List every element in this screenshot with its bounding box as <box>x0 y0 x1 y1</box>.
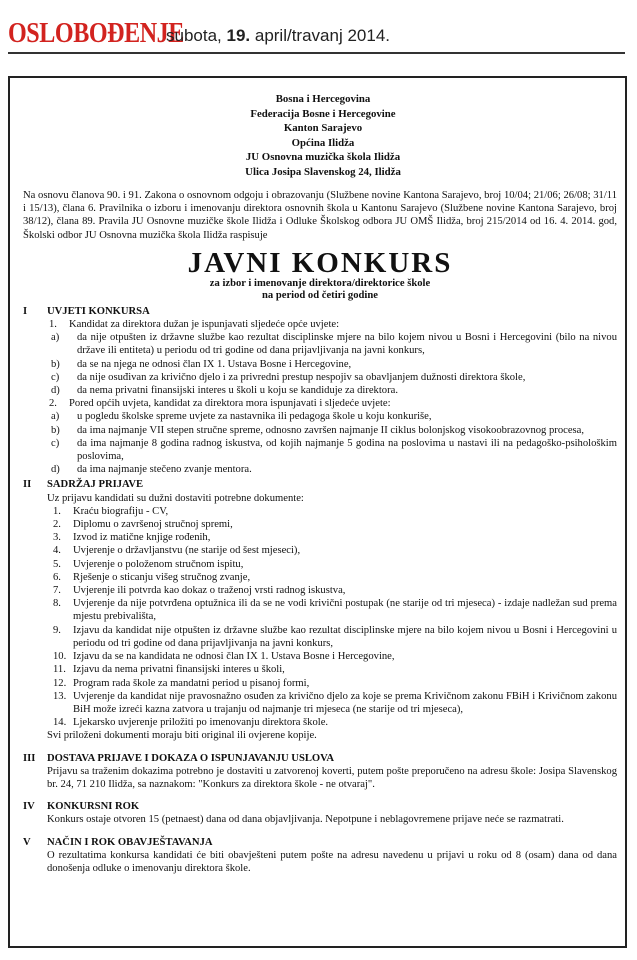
section-number: III <box>23 752 36 764</box>
section-text: Konkurs ostaje otvoren 15 (petnaest) dana od dana objavljivanja. Nepotpune i neblagovremene prijave neće se razmatrati. <box>47 814 564 826</box>
list-item: 3. Izvod iz matične knjige rođenih, <box>53 532 211 544</box>
masthead-rule <box>8 52 625 54</box>
section-title: UVJETI KONKURSA <box>47 305 150 317</box>
issuer-block <box>29 92 617 179</box>
newspaper-masthead <box>8 18 629 50</box>
list-item: 9. Izjavu da kandidat nije otpušten iz državne službe kao rezultat disciplinske mjere na bilo kojem nivou u Bosni i Hercegovini u periodu od tri godine od dana prijavljivanja na javni konkurs, <box>53 624 617 649</box>
newspaper-logo: OSLOBOĐENJE <box>8 18 184 49</box>
list-item: 1. Kraću biografiju - CV, <box>53 505 169 517</box>
list-item: 13. Uvjerenje da kandidat nije pravosnažno osuđen za krivično djelo za koje se prema Krivičnom zakonu FBiH i Krivičnom zakonu BiH može izreći kazna zatvora u trajanju od najmanje tri mjeseca (ne starije od tri mjeseca), <box>53 690 617 715</box>
section-title: SADRŽAJ PRIJAVE <box>47 479 144 491</box>
list-item: 4. Uvjerenje o državljanstvu (ne starije od šest mjeseci), <box>53 545 301 557</box>
issuer-line: Federacija Bosne i Hercegovine <box>250 107 396 120</box>
issuer-line: Ulica Josipa Slavenskog 24, Ilidža <box>245 165 401 178</box>
section-heading <box>23 836 617 849</box>
section-heading <box>23 752 617 765</box>
list-item: 14. Ljekarsko uvjerenje priložiti po imenovanju direktora škole. <box>53 717 329 729</box>
section-text: O rezultatima konkursa kandidati će biti obavješteni putem pošte na adresu navedenu u prijavi u roku od 8 (osam) dana od dana donošenja odluke o imenovanju direktora škole. <box>47 849 617 874</box>
section-title: NAČIN I ROK OBAVJEŠTAVANJA <box>47 836 213 848</box>
list-item: b) da se na njega ne odnosi član IX 1. Ustava Bosne i Hercegovine, <box>51 358 352 370</box>
notice-title: JAVNI KONKURS <box>187 246 453 279</box>
list-item: 1. Kandidat za direktora dužan je ispunjavati sljedeće opće uvjete: <box>49 319 340 331</box>
issuer-line: Kanton Sarajevo <box>283 122 363 134</box>
section-heading <box>23 478 617 491</box>
list-item: 10. Izjavu da se na kandidata ne odnosi član IX 1. Ustava Bosne i Hercegovine, <box>53 651 395 663</box>
list-item: a) u pogledu školske spreme uvjete za nastavnika ili pedagoga škole u koju konkuriše, <box>51 411 432 423</box>
list-item: a) da nije otpušten iz državne službe kao rezultat disciplinske mjere na bilo kojem nivou u Bosni i Hercegovini (bilo na nivou države ili entiteta) u periodu od tri godine od dana prijavljivanja na javni konkurs, <box>51 332 617 357</box>
legal-basis-paragraph: Na osnovu članova 90. i 91. Zakona o osnovnom odgoju i obrazovanju (Službene novine Kantona Sarajevo, broj 10/04; 21/06; 26/08; 31/11 i 15/13), člana 6. Pravilnika o izboru i imenovanju direktora osnovnih škola u Kantonu Sarajevo (Službene novine Kantona Sarajevo, broj 38/12), člana 89. Pravila JU Osnovne muzičke škole Ilidža i Odluke Školskog odbora JU OMŠ Ilidža, broj 215/2014 od 16. 4. 2014. god, Školski odbor JU Osnovna muzička škola Ilidža raspisuje <box>23 190 617 241</box>
list-item: 2. Pored općih uvjeta, kandidat za direktora mora ispunjavati i sljedeće uvjete: <box>49 398 391 410</box>
section-lead: Uz prijavu kandidati su dužni dostaviti potrebne dokumente: <box>47 492 304 504</box>
list-item: 12. Program rada škole za mandatni period u pisanoj formi, <box>53 677 310 689</box>
list-item: 2. Diplomu o završenoj stručnoj spremi, <box>53 519 233 531</box>
section-note: Svi priloženi dokumenti moraju biti original ili ovjerene kopije. <box>47 730 317 742</box>
section-number: II <box>23 479 32 491</box>
section-number: IV <box>23 801 35 813</box>
section-number: I <box>23 305 28 317</box>
section-heading <box>23 305 617 318</box>
issuer-line: Bosna i Hercegovina <box>275 93 371 105</box>
list-item: c) da ima najmanje 8 godina radnog iskustva, od kojih najmanje 5 godina na poslovima u nastavi ili na pedagoško-psihološkim poslovima, <box>51 437 617 463</box>
public-notice-box <box>8 76 627 948</box>
list-item: d) da nema privatni finansijski interes u školi u koju se kandiduje za direktora. <box>51 385 398 397</box>
list-item: b) da ima najmanje VII stepen stručne spreme, odnosno završen najmanje II ciklus bolonjskog visokoobrazovnog procesa, <box>51 424 584 436</box>
notice-subtitle: za izbor i imenovanje direktora/direktorice škole na period od četiri godine <box>209 277 431 302</box>
issuer-line: Općina Ilidža <box>291 136 355 149</box>
section-title: DOSTAVA PRIJAVE I DOKAZA O ISPUNJAVANJU USLOVA <box>47 752 335 764</box>
list-item: c) da nije osuđivan za krivično djelo i za privredni prestup nespojiv sa obavljanjem dužnosti direktora škole, <box>51 371 526 383</box>
section-heading <box>23 800 617 813</box>
section-title: KONKURSNI ROK <box>47 801 140 813</box>
issue-date: subota, 19. april/travanj 2014. <box>166 26 391 45</box>
list-item: 7. Uvjerenje ili potvrda kao dokaz o traženoj vrsti radnog iskustva, <box>53 585 346 597</box>
section-number: V <box>23 836 31 848</box>
list-item: 8. Uvjerenje da nije potvrđena optužnica ili da se ne vodi krivični postupak (ne starije od tri mjeseca) - izdaje nadležan sud prema mjestu prebivališta, <box>53 598 617 623</box>
section-text: Prijavu sa traženim dokazima potrebno je dostaviti u zatvorenoj koverti, putem pošte preporučeno na adresu škole: Josipa Slavenskog br. 24, 71 210 Ilidža, sa naznakom: "Konkurs za direktora škole - ne otvaraj". <box>47 765 617 790</box>
list-item: 11. Izjavu da nema privatni finansijski interes u školi, <box>53 664 285 676</box>
list-item: d) da ima najmanje stečeno zvanje mentora. <box>51 464 252 476</box>
list-item: 6. Rješenje o sticanju višeg stručnog zvanje, <box>53 571 251 583</box>
list-item: 5. Uvjerenje o položenom stručnom ispitu, <box>53 558 244 570</box>
issuer-line: JU Osnovna muzička škola Ilidža <box>245 151 401 163</box>
